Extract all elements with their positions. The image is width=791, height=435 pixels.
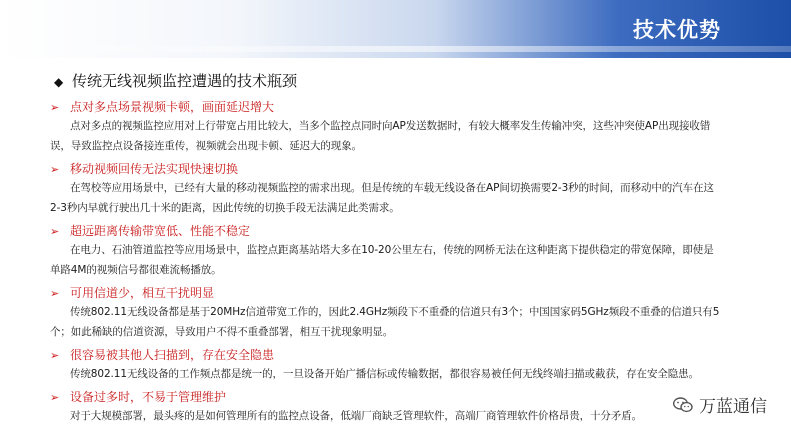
arrow-bullet-icon: ➢ — [50, 163, 60, 176]
point-title — [50, 96, 274, 115]
point-title-text: 设备过多时，不易于管理维护 — [70, 390, 227, 404]
point-title-text: 可用信道少，相互干扰明显 — [70, 286, 215, 300]
point-description-line: 在电力、石油管道监控等应用场景中，监控点距离基站塔大多在10-20公里左右，传统的网桥无法在这种距离下提供稳定的带宽保障，即使是 — [70, 244, 714, 256]
point-title-text: 移动视频回传无法实现快速切换 — [70, 162, 239, 176]
point-title — [50, 386, 226, 405]
diamond-bullet-icon: ◆ — [54, 75, 64, 89]
arrow-bullet-icon: ➢ — [50, 391, 60, 404]
point-description-line: 传统802.11无线设备的工作频点都是统一的，一旦设备开始广播信标或传输数据，都很容易被任何无线终端扫描或截获，存在安全隐患。 — [70, 368, 699, 380]
point-description-line: 误，导致监控点设备接连重传，视频就会出现卡顿、延迟大的现象。 — [50, 140, 362, 152]
point-title — [50, 344, 274, 363]
title-banner — [0, 0, 791, 58]
point-title-text: 很容易被其他人扫描到，存在安全隐患 — [70, 348, 275, 362]
point-title-text: 点对多点场景视频卡顿，画面延迟增大 — [70, 100, 275, 114]
point-description-line: 单路4M的视频信号都很难流畅播放。 — [50, 264, 222, 276]
arrow-bullet-icon: ➢ — [50, 349, 60, 362]
main-heading — [54, 70, 297, 91]
main-heading-text: 传统无线视频监控遭遇的技术瓶颈 — [72, 72, 298, 90]
point-description-line: 点对多点的视频监控应用对上行带宽占用比较大，当多个监控点同时向AP发送数据时，有较大概率发生传输冲突，这些冲突使AP出现接收错 — [70, 120, 711, 132]
point-title — [50, 220, 250, 239]
point-title — [50, 282, 214, 301]
arrow-bullet-icon: ➢ — [50, 101, 60, 114]
point-description-line: 对于大规模部署，最头疼的是如何管理所有的监控点设备，低端厂商缺乏管理软件，高端厂商管理软件价格昂贵，十分矛盾。 — [70, 410, 642, 422]
watermark-text: 万蓝通信 — [699, 397, 767, 417]
banner-stripe — [0, 46, 791, 52]
wechat-icon — [673, 397, 693, 413]
watermark — [669, 390, 771, 419]
page-title: 技术优势 — [633, 18, 721, 42]
point-description-line: 2-3秒内早就行驶出几十米的距离，因此传统的切换手段无法满足此类需求。 — [50, 202, 400, 214]
point-title — [50, 158, 238, 177]
point-description-line: 个；如此稀缺的信道资源，导致用户不得不重叠部署，相互干扰现象明显。 — [50, 326, 394, 338]
point-description-line: 在驾校等应用场景中，已经有大量的移动视频监控的需求出现。但是传统的车载无线设备在AP间切换需要2-3秒的时间，而移动中的汽车在这 — [70, 182, 714, 194]
arrow-bullet-icon: ➢ — [50, 287, 60, 300]
point-description-line: 传统802.11无线设备都是基于20MHz信道带宽工作的，因此2.4GHz频段下不重叠的信道只有3个；中国国家码5GHz频段不重叠的信道只有5 — [70, 306, 720, 318]
point-title-text: 超远距离传输带宽低、性能不稳定 — [70, 224, 251, 238]
arrow-bullet-icon: ➢ — [50, 225, 60, 238]
